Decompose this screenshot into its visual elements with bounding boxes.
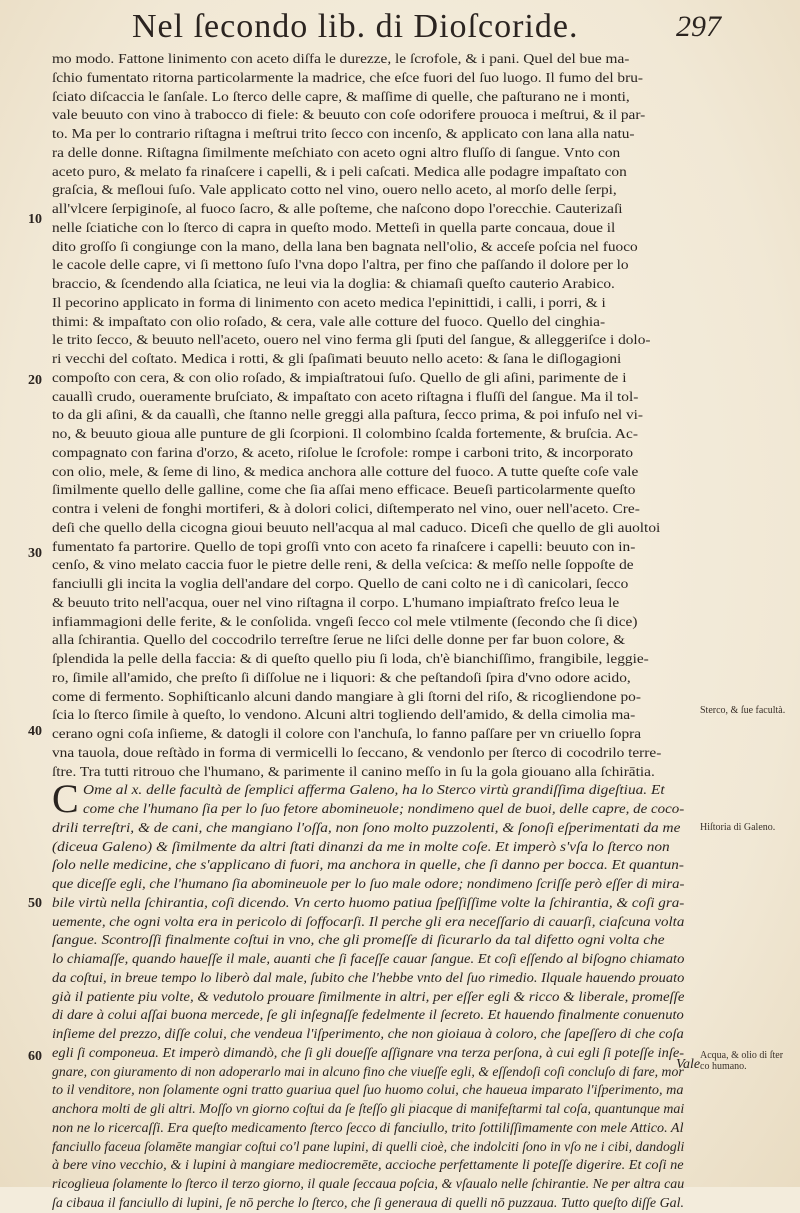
commentary-text [52, 776, 684, 1212]
commentary-line: di dare à colui aſſai buona mercede, ſe gli inſegnaſſe fedelmente il ſecreto. Et hauendo finalmente conuenuto [52, 1007, 684, 1023]
text-line: ſtre. Tra tutti ritrouo che l'humano, & parimente il canino meſſo in ſu la gola giouano alla ſchirātia. [52, 763, 655, 779]
paper-speck [410, 1100, 413, 1103]
text-line: come di fermento. Sophiſticanlo alcuni dando mangiare à gli ſtorni del riſo, & ricogliendone po- [52, 688, 641, 704]
text-line: cauallì crudo, oueramente bruſciato, & impaſtato con aceto riſtagna i fluſſi del ſangue. Ma il tol- [52, 388, 639, 404]
commentary-line: (diceua Galeno) & ſimilmente da altri ſtati dinanzi da me in molte coſe. Et imperò s'vſa lo ſterco non [52, 838, 670, 854]
text-line: cerano ogni coſa inſieme, & datogli il colore con l'anchuſa, lo fanno paſſare per vn criuello ſopra [52, 726, 642, 741]
text-line: vna tauola, doue reſtàdo in forma di vermicelli lo ſeccano, & vendonlo per ſterco di cocodrilo terre- [52, 744, 662, 760]
drop-cap: C [52, 776, 79, 822]
text-line: le trito ſecco, & beuuto nell'aceto, ouero nel vino ferma gli ſputi del ſangue, & alleggeriſce i dolo- [52, 332, 651, 348]
margin-line-number: 30 [28, 546, 42, 561]
commentary-line: da coſtui, in breue tempo lo liberò dal male, ſubito che l'hebbe vnto del ſuo rimedio. Ilquale hauendo prouato [52, 969, 684, 985]
commentary-line: inſieme del prezzo, diſſe colui, che vendeua l'iſperimento, che non gioiaua à coloro, che ſapeſſero di che coſa [52, 1026, 684, 1041]
text-line: ſcia lo ſterco ſimile à queſto, lo vendono. Alcuni altri togliendo dell'amido, & della cimolia ma- [52, 707, 636, 723]
text-line: le cacole delle capre, vi ſi mettono ſuſo l'vna dopo l'altra, per fino che paſſando il dolore per lo [52, 257, 629, 273]
page-header [0, 8, 800, 52]
text-line: alla ſchirantia. Quello del coccodrilo terreſtre ſerue ne liſci delle donne per far buon colore, & [52, 632, 626, 648]
text-line: ſciato diſcaccia le ſanſale. Lo ſterco delle capre, & maſſime di quelle, che paſturano ne i monti, [52, 88, 630, 104]
commentary-line: ſolo nelle medicine, che s'applicano di fuori, ma anchora in quelle, che ſi danno per bocca. Et quantun- [52, 857, 684, 873]
side-note-sterco: Sterco, & ſue facultà. [700, 705, 786, 716]
text-line: compagnato con farina d'orzo, & aceto, riſolue le ſcrofole: rompe i carboni trito, & incorporato [52, 444, 634, 460]
text-line: compoſto con cera, & con olio roſado, & impiaſtratoui ſuſo. Quello de gli aſini, parimente de i [52, 369, 627, 385]
commentary-line: non ne lo ricercaſſi. Era queſto medicamento ſterco ſecco di fanciullo, trito ſottiliſſimamente con mele Attico. Al [52, 1119, 684, 1135]
text-line: deſi che quello della cicogna gioui beuuto nell'acqua al mal caduco. Diceſi che quello de gli auoltoi [52, 519, 661, 535]
commentary-line: Ome al x. delle facultà de ſemplici afferma Galeno, ha lo Sterco virtù grandiſſima digeſtiua. Et [82, 782, 665, 798]
text-line: fumentato fa partorire. Quello de topi groſſi vnto con aceto fa rinaſcere i capelli: beuuto con in- [52, 538, 636, 554]
main-text-block [52, 50, 684, 1213]
margin-line-number: 50 [28, 896, 42, 911]
margin-line-number: 20 [28, 373, 42, 388]
catchword: Vale [676, 1057, 701, 1072]
text-line: cenſo, & vino melato caccia fuor le pietre delle reni, & della veſcica: & meſſo nelle ſoppoſte de [52, 557, 634, 573]
text-line: nelle ſciatiche con lo ſterco di capra in queſto modo. Metteſi in quella parte concaua, doue il [52, 219, 616, 235]
commentary-line: que diceſſe egli, che l'humano ſia abomineuole per lo ſuo male odore; nondimeno ſcriſſe però eſſer di mira- [52, 876, 684, 891]
page-number: 297 [676, 10, 721, 43]
text-line: aceto puro, & melato fa rinaſcere i capelli, & i peli caſcati. Medica alle podagre impaſtato con [52, 163, 627, 179]
text-line: infiammagioni delle ferite, & le conſolida. vngeſi ſecco col mele vtilmente (ſecondo che ſi dice) [52, 613, 638, 629]
text-line: no, & beuuto gioua alle punture de gli ſcorpioni. Il colombino ſcalda fortemente, & bruſcia. Ac- [52, 426, 638, 441]
margin-line-number: 10 [28, 212, 42, 227]
text-line: ſimilmente quello delle galline, come che ſia aſſai meno efficace. Beueſi particolarmente queſto [52, 482, 636, 498]
commentary-line: drili terreſtri, & de cani, che mangiano l'oſſa, non ſono molto puzzolenti, & ſonoſi eſperimentati da me [52, 819, 681, 835]
commentary-line: to il venditore, non ſolamente ogni tratto guariua quel ſuo huomo colui, che haueua imparato l'iſperimento, ma [52, 1082, 684, 1098]
commentary-line: lo chiamaſſe, quando haueſſe il male, auanti che ſi faceſſe cauar ſangue. Et coſi eſſendo al biſogno chiamato [52, 951, 684, 966]
text-line: braccio, & ſcendendo alla ſciatica, ne leui via la doglia: & chiamaſi queſto cauterio Arabico. [52, 276, 615, 291]
commentary-line: come che l'humano ſia per lo ſuo fetore abomineuole; nondimeno quel de buoi, delle capre, de coco- [82, 801, 684, 816]
paper-speck [620, 1140, 622, 1142]
text-line: all'vlcere ſerpiginoſe, al fuoco ſacro, & alle poſteme, che naſcono dopo l'orecchie. Cauterizaſi [52, 201, 623, 216]
text-line: to da gli aſini, & da cauallì, che ſtanno nelle greggi alla paſtura, ſecco prima, & poi infuſo nel vi- [52, 407, 644, 423]
commentary-line: ricoglieua ſolamente lo ſterco il terzo giorno, il quale ſeccaua poſcia, & vſaualo nelle ſchirantie. Ne per altra cau [52, 1176, 684, 1191]
commentary-line: bile virtù nella ſchirantia, coſi dicendo. Vn certo huomo patiua ſpeſſiſſime volte la ſchirantia, & coſi gra- [52, 894, 684, 910]
commentary-line: à bere vino vecchio, & i lupini à mangiare mediocremēte, accioche perfettamente li poteſſe digerire. Et coſi ne [52, 1157, 684, 1173]
text-line: fanciulli gli incita la voglia dell'andare del corpo. Quello de cani colto ne i dì canicolari, ſecco [52, 576, 629, 591]
text-line: ra delle donne. Riſtagna ſimilmente meſchiato con aceto ogni altro fluſſo di ſangue. Vnto con [52, 144, 621, 160]
dioscorides-text [52, 50, 684, 781]
text-line: to. Ma per lo contrario riſtagna i meſtrui trito ſecco con incenſo, & applicato con lana alla natu- [52, 126, 635, 141]
text-line: vale beuuto con vino à trabocco di fiele: & beuuto con coſe odorifere prouoca i meſtrui, & il par- [52, 107, 646, 123]
commentary-line: anchora molti de gli altri. Moſſo vn giorno coſtui da ſe ſteſſo gli piacque di manifeſtarmi tal coſa, quantunque mai [52, 1101, 684, 1116]
margin-line-number: 60 [28, 1049, 42, 1064]
text-line: & beuuto trito nell'acqua, ouer nel vino riſtagna il corpo. L'humano impiaſtrato freſco leua le [52, 594, 620, 610]
commentary-line: fanciullo faceua ſolamēte mangiar coſtui co'l pane lupini, di quelli cioè, che indolciti ſono in vſo ne i cibi, dandogli [52, 1138, 684, 1154]
text-line: con olio, mele, & ſeme di lino, & medica anchora alle cotture del fuoco. A tutte queſte coſe vale [52, 463, 639, 479]
commentary-line: ſangue. Scontroſſi finalmente coſtui in vno, che gli promeſſe di ſicurarlo da tal difetto ogni volta che [52, 932, 665, 948]
text-line: contra i veleni de fonghi mortiferi, & à dolori colici, diſtemperato nel vino, ouer nell'aceto. Cre- [52, 501, 640, 516]
text-line: ro, ſimile all'amido, che preſto ſi diſſolue ne i liquori: & che peſtandoſi ſpira d'vno odore acido, [52, 669, 631, 685]
text-line: Il pecorino applicato in forma di linimento con aceto medica l'epinittidi, i calli, i porri, & i [52, 294, 606, 310]
running-title: Nel ſecondo lib. di Dioſcoride. [132, 8, 579, 45]
commentary-line: egli ſi componeua. Et imperò dimandò, che ſi gli doueſſe aſſignare vna terza perſona, à cui egli ſi poteſſe inſe- [52, 1044, 684, 1060]
commentary-line: uemente, che ogni volta era in pericolo di ſoffocarſi. Il perche gli era neceſſario di cauarſi, ciaſcuna volta [52, 913, 684, 929]
text-line: dito groſſo ſi congiunge con la mano, della lana ben bagnata nell'olio, & acceſe poſcia nel fuoco [52, 238, 638, 254]
text-line: mo modo. Fattone linimento con aceto diſfa le durezze, le ſcrofole, & i pani. Quel del bue ma- [52, 51, 630, 66]
text-line: ri vecchi del coſtato. Medica i rotti, & gli ſpaſimati beuuto nello aceto: & ſana le diſlogagioni [52, 351, 622, 366]
commentary-line: gnare, con giuramento di non adoperarlo mai in alcuno fino che viueſſe egli, & eſſendoſi coſi concluſo di fare, mor [52, 1063, 684, 1079]
text-line: thimi: & impaſtato con olio roſado, & cera, vale alle cotture del fuoco. Quello del cinghia- [52, 313, 606, 329]
margin-line-number: 40 [28, 724, 42, 739]
side-note-historia: Hiſtoria di Galeno. [700, 822, 776, 833]
side-note-acqua: Acqua, & olio di ſter co humano. [700, 1050, 784, 1072]
text-line: ſchio fumentato ritorna particolarmente la madrice, che eſce fuori del ſuo luogo. Il fumo del bru- [52, 69, 644, 85]
text-line: ſplendida la pelle della faccia: & di queſto quello piu ſi loda, ch'è bianchiſſimo, frangibile, leggie- [52, 651, 649, 666]
commentary-line: già il patiente piu volte, & vedutolo prouare ſimilmente in altri, per eſſer egli & ricco & liberale, promeſſe [52, 988, 684, 1004]
text-line: graſcia, & meſloui ſuſo. Vale applicato cotto nel vino, ouero nello aceto, al morſo delle ſerpi, [52, 182, 617, 198]
commentary-line: ſa cibaua il fanciullo di lupini, ſe nō perche lo ſterco, che ſi generaua di quelli nō puzzaua. Tutto queſto diſſe Gal. [52, 1194, 684, 1210]
